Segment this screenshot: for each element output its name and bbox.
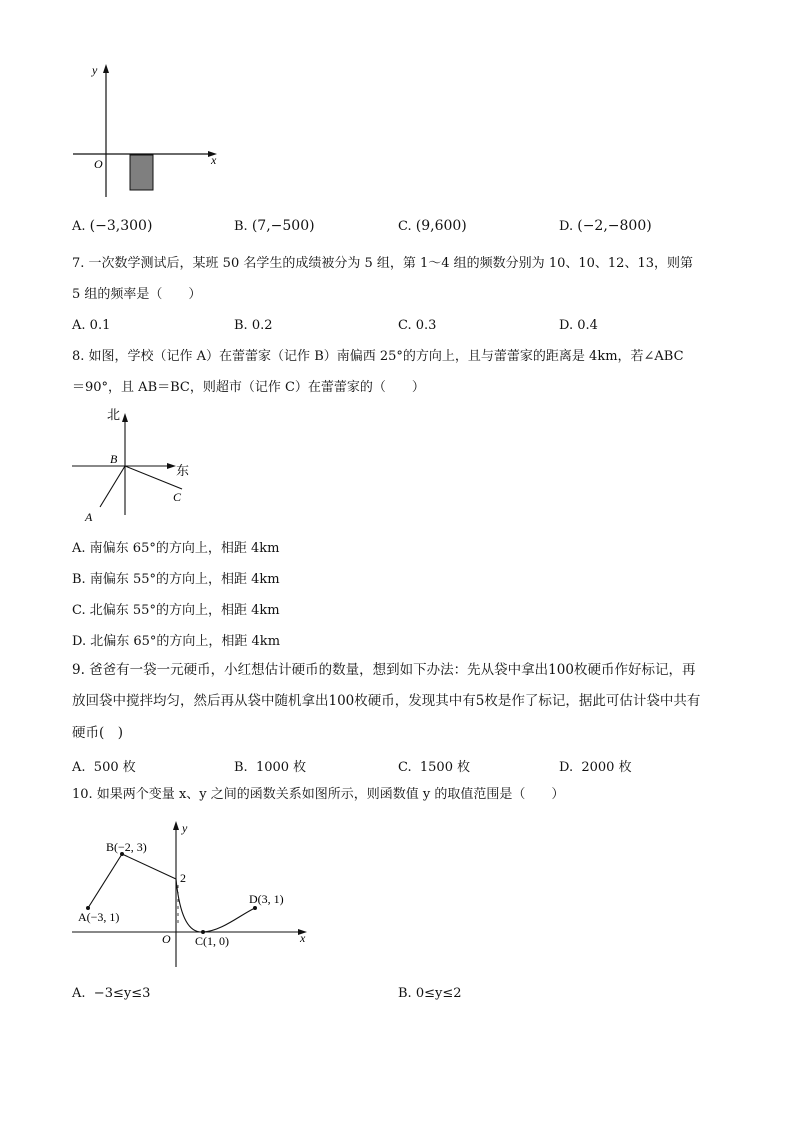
q7-option-b[interactable] bbox=[234, 318, 273, 333]
curve-to-c bbox=[176, 879, 203, 932]
option-text: 1500 枚 bbox=[419, 760, 471, 775]
option-text: 0.4 bbox=[577, 318, 598, 333]
q9-line-3: 硬币( ) bbox=[72, 725, 124, 741]
y-axis-arrow bbox=[173, 821, 179, 830]
point-d bbox=[253, 906, 257, 910]
y-axis-arrow bbox=[103, 64, 109, 73]
q7-line-2: 5 组的频率是（ ） bbox=[72, 287, 202, 302]
bar bbox=[130, 155, 153, 190]
q8-option-b[interactable] bbox=[72, 568, 280, 587]
option-text: −3≤y≤3 bbox=[93, 986, 151, 1001]
east-arrow bbox=[167, 463, 176, 469]
segment-b-to-yaxis bbox=[122, 854, 176, 879]
q9-option-a[interactable] bbox=[72, 756, 136, 775]
option-text: 南偏东 55°的方向上，相距 4km bbox=[89, 572, 280, 587]
point-d-label: D(3, 1) bbox=[249, 892, 284, 906]
point-b-label: B(−2, 3) bbox=[106, 840, 147, 854]
option-text: 0.2 bbox=[251, 318, 273, 333]
origin-label: O bbox=[162, 932, 171, 946]
q6-figure bbox=[65, 60, 225, 200]
q8-option-c[interactable] bbox=[72, 599, 280, 618]
q8-line-1: 8. 如图，学校（记作 A）在蕾蕾家（记作 B）南偏西 25°的方向上，且与蕾蕾家的距离是 4km，若∠ABC bbox=[72, 349, 684, 364]
segment-bc bbox=[125, 466, 182, 489]
q6-option-b[interactable] bbox=[234, 218, 315, 234]
y-axis-label: y bbox=[92, 63, 98, 77]
option-letter: B. bbox=[398, 986, 412, 1001]
q8-figure bbox=[70, 405, 210, 525]
q10-figure bbox=[70, 815, 320, 975]
q6-option-d[interactable] bbox=[559, 218, 652, 234]
q7-line-1: 7. 一次数学测试后，某班 50 名学生的成绩被分为 5 组，第 1～4 组的频数分别为 10、10、12、13，则第 bbox=[72, 256, 693, 271]
option-text: 南偏东 65°的方向上，相距 4km bbox=[89, 541, 280, 556]
tick-label-2: 2 bbox=[180, 871, 186, 885]
segment-ba bbox=[100, 466, 125, 507]
option-letter: B. bbox=[234, 219, 248, 234]
q6-option-c[interactable] bbox=[398, 218, 467, 234]
option-letter: B. bbox=[234, 760, 248, 775]
q9-option-d[interactable] bbox=[559, 756, 632, 775]
point-c-label: C bbox=[173, 490, 182, 504]
q10-option-a[interactable] bbox=[72, 986, 150, 1001]
q10-line-1: 10. 如果两个变量 x、y 之间的函数关系如图所示，则函数值 y 的取值范围是（ ） bbox=[72, 787, 565, 802]
option-text: (9,600) bbox=[415, 218, 467, 234]
option-letter: D. bbox=[559, 318, 574, 333]
q9-line-2: 放回袋中搅拌均匀，然后再从袋中随机拿出100枚硬币，发现其中有5枚是作了标记，据此可估计袋中共有 bbox=[72, 693, 701, 709]
option-text: 0.1 bbox=[89, 318, 111, 333]
east-label: 东 bbox=[176, 463, 190, 478]
q9-option-c[interactable] bbox=[398, 756, 470, 775]
option-letter: C. bbox=[398, 760, 412, 775]
q9-line-1: 9. 爸爸有一袋一元硬币，小红想估计硬币的数量，想到如下办法：先从袋中拿出100枚硬币作好标记，再 bbox=[72, 662, 696, 678]
option-letter: C. bbox=[72, 603, 86, 618]
q8-line-2: ＝90°，且 AB＝BC，则超市（记作 C）在蕾蕾家的（ ） bbox=[72, 380, 425, 395]
segment-ab bbox=[88, 854, 122, 908]
x-axis-label: x bbox=[300, 931, 306, 945]
option-letter: B. bbox=[72, 572, 86, 587]
option-letter: A. bbox=[72, 219, 86, 234]
y-axis-label: y bbox=[182, 821, 188, 835]
q7-option-c[interactable] bbox=[398, 318, 436, 333]
option-letter: A. bbox=[72, 760, 86, 775]
option-text: 1000 枚 bbox=[255, 760, 307, 775]
q9-option-b[interactable] bbox=[234, 756, 306, 775]
north-arrow bbox=[122, 413, 128, 422]
option-text: (−2,−800) bbox=[577, 218, 652, 234]
point-c-label: C(1, 0) bbox=[195, 934, 229, 948]
point-b-label: B bbox=[110, 452, 118, 466]
point-a-label: A(−3, 1) bbox=[78, 910, 120, 924]
option-letter: A. bbox=[72, 318, 86, 333]
option-text: 500 枚 bbox=[93, 760, 136, 775]
option-text: (7,−500) bbox=[251, 218, 315, 234]
curve-c-to-d bbox=[203, 908, 255, 932]
origin-label: O bbox=[94, 157, 103, 171]
q6-option-a[interactable] bbox=[72, 218, 152, 234]
q7-option-a[interactable] bbox=[72, 318, 110, 333]
option-letter: D. bbox=[559, 760, 574, 775]
x-axis-label: x bbox=[211, 153, 217, 167]
q8-option-a[interactable] bbox=[72, 537, 279, 556]
point-a-label: A bbox=[85, 510, 93, 524]
option-letter: C. bbox=[398, 318, 412, 333]
option-letter: A. bbox=[72, 541, 86, 556]
option-text: 0≤y≤2 bbox=[415, 986, 462, 1001]
q10-option-b[interactable] bbox=[398, 986, 462, 1001]
option-letter: D. bbox=[72, 634, 87, 649]
option-text: 0.3 bbox=[415, 318, 437, 333]
q7-option-d[interactable] bbox=[559, 318, 598, 333]
north-label: 北 bbox=[107, 407, 121, 422]
option-text: 北偏东 65°的方向上，相距 4km bbox=[90, 634, 281, 649]
option-letter: B. bbox=[234, 318, 248, 333]
option-text: 2000 枚 bbox=[581, 760, 632, 775]
option-text: (−3,300) bbox=[89, 218, 153, 234]
option-text: 北偏东 55°的方向上，相距 4km bbox=[89, 603, 280, 618]
option-letter: D. bbox=[559, 219, 574, 234]
option-letter: A. bbox=[72, 986, 86, 1001]
q8-option-d[interactable] bbox=[72, 630, 280, 649]
option-letter: C. bbox=[398, 219, 412, 234]
